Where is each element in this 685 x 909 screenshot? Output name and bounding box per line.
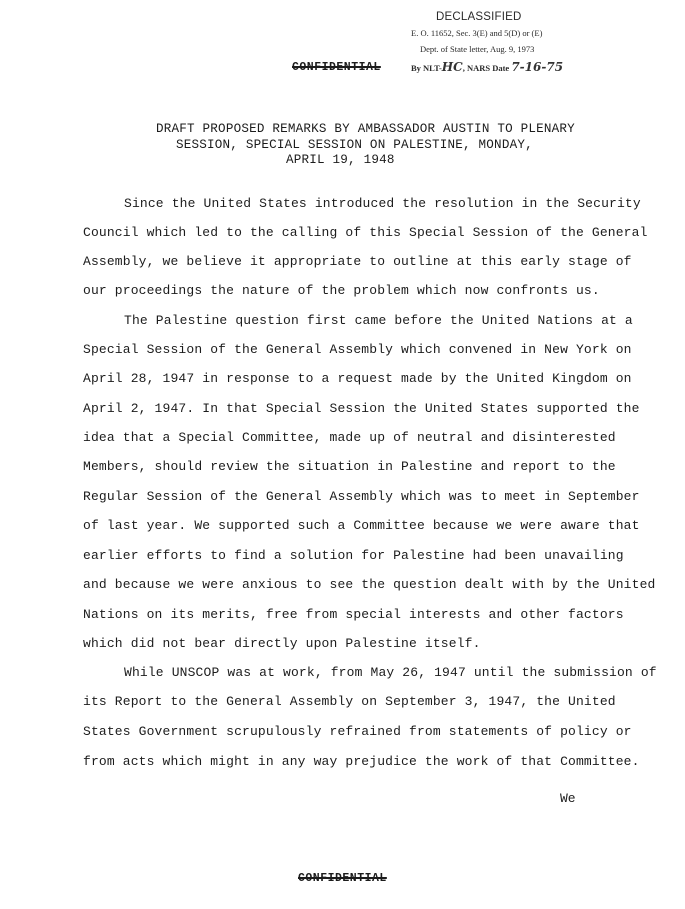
title-line-2: SESSION, SPECIAL SESSION ON PALESTINE, MONDAY,: [176, 138, 533, 152]
body-line-11: Regular Session of the General Assembly which was to meet in September: [83, 489, 640, 504]
body-line-13: earlier efforts to find a solution for Palestine had been unavailing: [83, 548, 624, 563]
title-line-3: APRIL 19, 1948: [286, 153, 395, 167]
body-line-8: April 2, 1947. In that Special Session the United States supported the: [83, 401, 640, 416]
body-line-15: Nations on its merits, free from special interests and other factors: [83, 607, 624, 622]
body-line-19: States Government scrupulously refrained from statements of policy or: [83, 724, 632, 739]
classification-bottom: CONFIDENTIAL: [298, 872, 387, 885]
declassified-stamp-title: DECLASSIFIED: [436, 11, 522, 23]
body-line-3: Assembly, we believe it appropriate to outline at this early stage of: [83, 254, 632, 269]
body-line-1: Since the United States introduced the resolution in the Security: [124, 196, 641, 211]
declassified-signoff: [411, 60, 563, 74]
body-line-18: its Report to the General Assembly on September 3, 1947, the United: [83, 694, 616, 709]
catchword: We: [560, 791, 576, 806]
classification-top: CONFIDENTIAL: [292, 61, 381, 74]
nars-date: 7-16-75: [511, 60, 564, 74]
declassified-dept-letter: Dept. of State letter, Aug. 9, 1973: [420, 44, 535, 54]
nars-label: , NARS Date: [462, 63, 510, 73]
by-initials: HC: [441, 60, 463, 74]
body-line-2: Council which led to the calling of this Special Session of the General: [83, 225, 648, 240]
body-line-6: Special Session of the General Assembly which convened in New York on: [83, 342, 632, 357]
body-line-9: idea that a Special Committee, made up of neutral and disinterested: [83, 430, 616, 445]
body-line-14: and because we were anxious to see the question dealt with by the United: [83, 577, 656, 592]
by-label: By NLT-: [411, 63, 442, 73]
body-line-12: of last year. We supported such a Committee because we were aware that: [83, 518, 640, 533]
body-line-4: our proceedings the nature of the problem which now confronts us.: [83, 283, 600, 298]
body-line-7: April 28, 1947 in response to a request made by the United Kingdom on: [83, 371, 632, 386]
title-line-1: DRAFT PROPOSED REMARKS BY AMBASSADOR AUSTIN TO PLENARY: [156, 122, 575, 136]
body-line-10: Members, should review the situation in Palestine and report to the: [83, 459, 616, 474]
declassified-authority: E. O. 11652, Sec. 3(E) and 5(D) or (E): [411, 28, 543, 38]
body-line-5: The Palestine question first came before the United Nations at a: [124, 313, 633, 328]
body-line-17: While UNSCOP was at work, from May 26, 1947 until the submission of: [124, 665, 657, 680]
body-line-16: which did not bear directly upon Palestine itself.: [83, 636, 481, 651]
body-line-20: from acts which might in any way prejudice the work of that Committee.: [83, 754, 640, 769]
